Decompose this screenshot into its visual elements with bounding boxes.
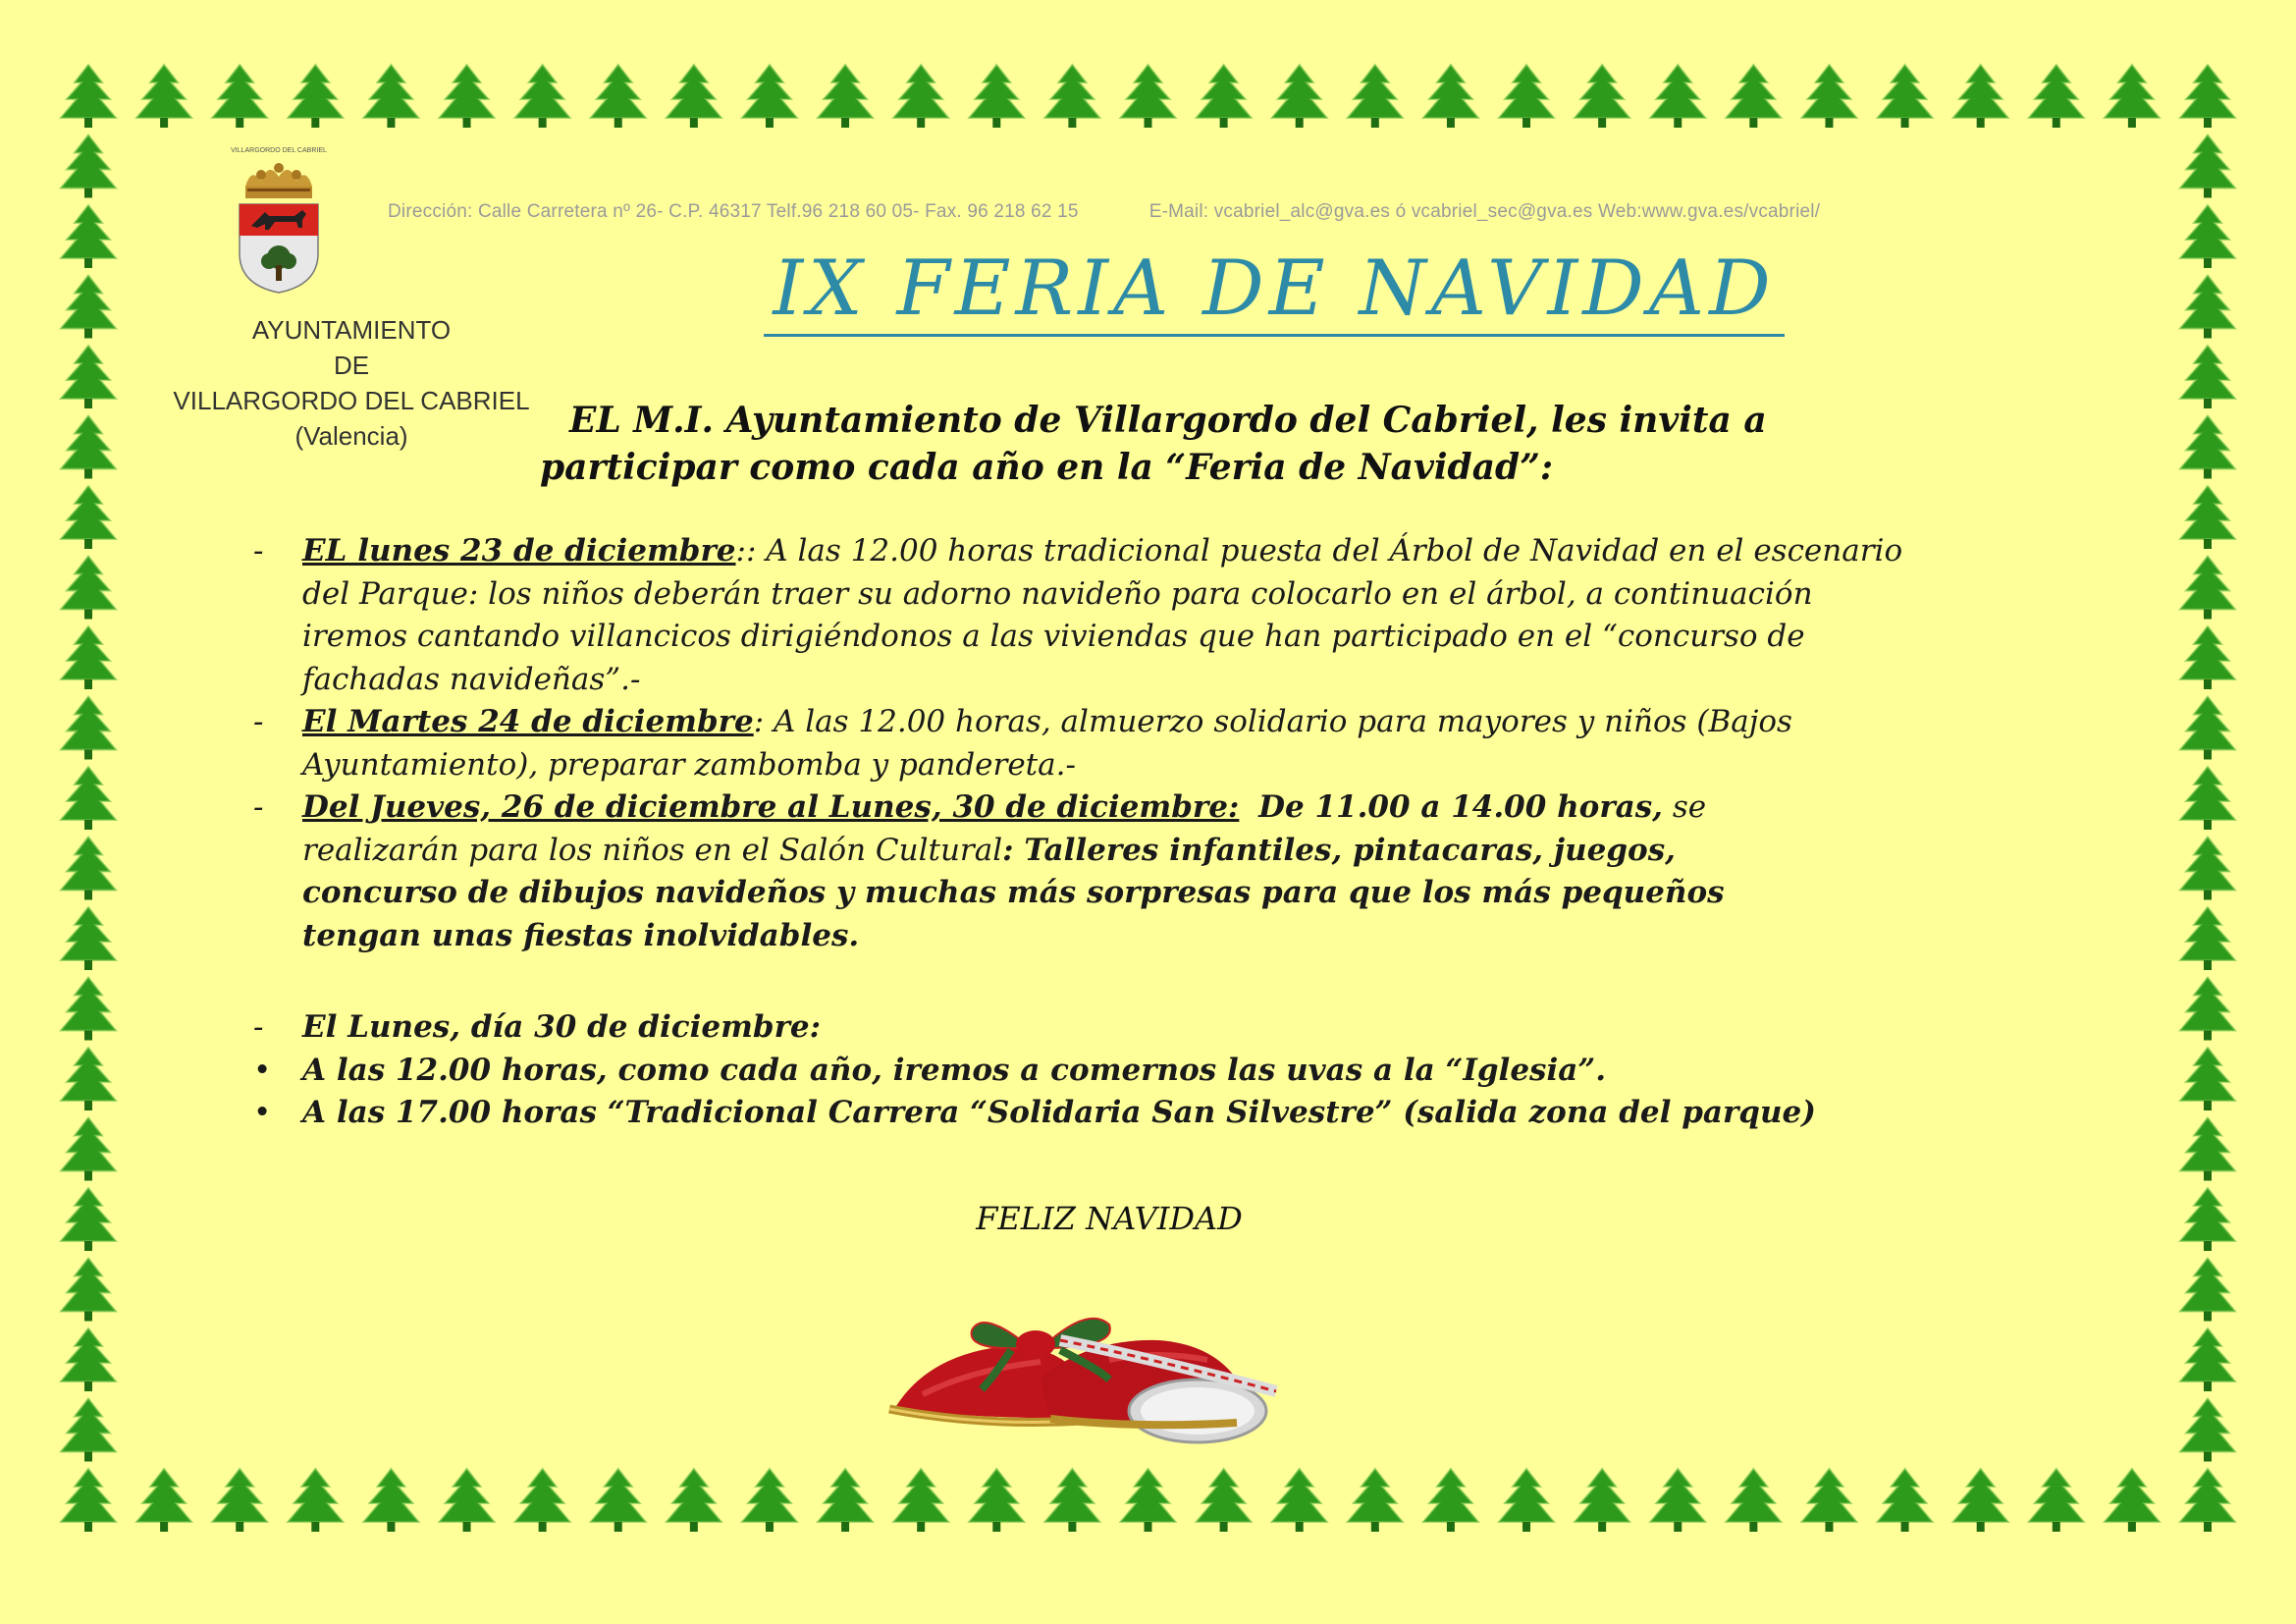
christmas-tree-icon: [2180, 1048, 2235, 1110]
christmas-tree-icon: [2029, 65, 2084, 128]
christmas-tree-icon: [1348, 65, 1403, 128]
event-list: [253, 530, 2118, 1135]
intro-line: EL M.I. Ayuntamiento de Villargordo del Cabriel, les invita a: [569, 400, 1767, 441]
christmas-tree-icon: [61, 557, 116, 620]
coat-of-arms: [218, 147, 340, 295]
christmas-tree-icon: [2180, 838, 2235, 900]
christmas-tree-icon: [1650, 1469, 1705, 1532]
christmas-tree-icon: [440, 65, 495, 128]
christmas-tree-icon: [61, 1048, 116, 1110]
christmas-tree-icon: [1650, 65, 1705, 128]
christmas-tree-icon: [61, 1259, 116, 1322]
christmas-tree-icon: [2180, 65, 2235, 128]
bullet-item: [253, 1092, 2118, 1135]
list-marker: -: [253, 533, 264, 568]
christmas-tree-icon: [363, 65, 418, 128]
christmas-tree-icon: [1575, 65, 1629, 128]
event-heading: EL lunes 23 de diciembre: [302, 533, 736, 568]
christmas-tree-icon: [2180, 1399, 2235, 1462]
event-item: [253, 1006, 2118, 1050]
christmas-tree-icon: [2180, 1188, 2235, 1251]
christmas-tree-icon: [1499, 65, 1554, 128]
christmas-tree-icon: [1726, 65, 1781, 128]
christmas-tree-icon: [61, 838, 116, 900]
christmas-tree-icon: [742, 65, 797, 128]
christmas-tree-icon: [212, 65, 267, 128]
intro-line: participar como cada año en la “Feria de Navidad”:: [540, 447, 1554, 488]
bullet-text: A las 17.00 horas “Tradicional Carrera “Solidaria San Silvestre” (salida zona del parque): [302, 1095, 1816, 1130]
christmas-tree-icon: [1348, 1469, 1403, 1532]
christmas-tree-icon: [2180, 416, 2235, 479]
org-line: VILLARGORDO DEL CABRIEL: [173, 386, 530, 415]
christmas-tree-icon: [515, 65, 570, 128]
event-text: iremos cantando villancicos dirigiéndonos a las viviendas que han participado en el “concurso de: [302, 619, 1805, 654]
christmas-tree-icon: [288, 1469, 343, 1532]
event-time: De 11.00 a 14.00 horas,: [1258, 789, 1663, 825]
event-text: del Parque: los niños deberán traer su adorno navideño para colocarlo en el árbol, a continuación: [302, 575, 1813, 612]
christmas-tree-icon: [1423, 1469, 1478, 1532]
contact-address: Dirección: Calle Carretera nº 26- C.P. 46317 Telf.96 218 60 05- Fax. 96 218 62 15: [388, 201, 1079, 222]
christmas-tree-icon: [2029, 1469, 2084, 1532]
contact-line: [388, 201, 2115, 223]
christmas-tree-icon: [1044, 65, 1099, 128]
christmas-tree-icon: [1272, 1469, 1327, 1532]
christmas-tree-icon: [61, 486, 116, 549]
christmas-tree-icon: [2180, 626, 2235, 689]
christmas-tree-icon: [61, 697, 116, 760]
christmas-tree-icon: [2180, 1259, 2235, 1322]
event-text: Ayuntamiento), preparar zambomba y pandereta.-: [302, 746, 1076, 783]
christmas-tree-icon: [1801, 65, 1856, 128]
christmas-tree-icon: [61, 276, 116, 339]
event-heading: Del Jueves, 26 de diciembre al Lunes, 30 de diciembre:: [302, 789, 1240, 825]
organization-name: [145, 312, 558, 454]
christmas-tree-icon: [969, 1469, 1024, 1532]
christmas-tree-icon: [2180, 1328, 2235, 1391]
christmas-tree-icon: [1499, 1469, 1554, 1532]
christmas-tree-icon: [61, 1188, 116, 1251]
christmas-tree-icon: [1121, 65, 1176, 128]
christmas-tree-icon: [893, 65, 948, 128]
christmas-tree-icon: [2180, 1118, 2235, 1181]
christmas-tree-icon: [61, 1118, 116, 1181]
christmas-tree-icon: [1878, 65, 1933, 128]
event-text: : A las 12.00 horas, almuerzo solidario para mayores y niños (Bajos: [753, 704, 1792, 739]
christmas-tree-icon: [1121, 1469, 1176, 1532]
christmas-tree-icon: [61, 205, 116, 268]
christmas-tree-icon: [1953, 1469, 2008, 1532]
bullet-marker: •: [253, 1052, 272, 1088]
christmas-tree-icon: [136, 1469, 191, 1532]
christmas-tree-icon: [2180, 907, 2235, 970]
christmas-tree-icon: [61, 416, 116, 479]
christmas-tree-icon: [515, 1469, 570, 1532]
christmas-tree-icon: [893, 1469, 948, 1532]
list-marker: -: [253, 789, 264, 825]
christmas-tree-icon: [591, 65, 646, 128]
christmas-tree-icon: [1197, 1469, 1252, 1532]
christmas-tree-icon: [61, 626, 116, 689]
contact-email-web: E-Mail: vcabriel_alc@gva.es ó vcabriel_sec@gva.es Web:www.gva.es/vcabriel/: [1148, 201, 1821, 222]
christmas-tree-icon: [2105, 1469, 2160, 1532]
coat-of-arms-icon: [218, 147, 340, 295]
christmas-tree-icon: [591, 1469, 646, 1532]
christmas-tree-icon: [61, 135, 116, 198]
christmas-tree-icon: [212, 1469, 267, 1532]
christmas-tree-icon: [61, 978, 116, 1041]
christmas-tree-icon: [818, 65, 873, 128]
org-line: AYUNTAMIENTO: [251, 315, 452, 345]
event-text: realizarán para los niños en el Salón Cultural: [302, 832, 1003, 868]
christmas-tree-icon: [2180, 205, 2235, 268]
christmas-tree-icon: [1801, 1469, 1856, 1532]
christmas-tree-icon: [818, 1469, 873, 1532]
event-item: [253, 701, 2118, 786]
org-line: DE: [333, 351, 370, 380]
event-text: :: A las 12.00 horas tradicional puesta del Árbol de Navidad en el escenario: [735, 533, 1903, 568]
christmas-tree-icon: [61, 767, 116, 830]
christmas-tree-icon: [2180, 486, 2235, 549]
christmas-tree-icon: [61, 1399, 116, 1462]
christmas-tree-icon: [61, 65, 116, 128]
christmas-tree-icon: [742, 1469, 797, 1532]
christmas-tree-icon: [1272, 65, 1327, 128]
christmas-tree-icon: [2180, 767, 2235, 830]
christmas-tree-icon: [61, 346, 116, 408]
event-heading: El Lunes, día 30 de diciembre:: [302, 1009, 822, 1045]
event-item: [253, 786, 2118, 957]
event-text: : Talleres infantiles, pintacaras, juegos,: [1002, 832, 1676, 868]
org-line: (Valencia): [294, 421, 408, 451]
christmas-tree-icon: [2180, 346, 2235, 408]
bullet-text: A las 12.00 horas, como cada año, iremos a comernos las uvas a la “Iglesia”.: [302, 1052, 1606, 1088]
christmas-tree-icon: [667, 65, 721, 128]
event-item: [253, 530, 2118, 701]
list-marker: -: [253, 1009, 264, 1045]
christmas-tree-icon: [1953, 65, 2008, 128]
christmas-tree-icon: [1197, 65, 1252, 128]
event-text: fachadas navideñas”.-: [302, 661, 641, 697]
closing-greeting: FELIZ NAVIDAD: [976, 1200, 1243, 1237]
event-text: concurso de dibujos navideños y muchas más sorpresas para que los más pequeños: [302, 875, 1725, 910]
event-text: se: [1662, 789, 1707, 825]
event-text: tengan unas fiestas inolvidables.: [302, 917, 860, 953]
christmas-bells-icon: [864, 1301, 1315, 1448]
christmas-tree-icon: [61, 1328, 116, 1391]
christmas-tree-icon: [61, 1469, 116, 1532]
bullet-marker: •: [253, 1095, 272, 1130]
christmas-tree-icon: [440, 1469, 495, 1532]
page-title: IX FERIA DE NAVIDAD: [764, 244, 1785, 337]
bullet-item: [253, 1050, 2118, 1093]
christmas-tree-icon: [136, 65, 191, 128]
christmas-tree-icon: [288, 65, 343, 128]
christmas-tree-icon: [2180, 1469, 2235, 1532]
christmas-tree-icon: [2180, 276, 2235, 339]
christmas-tree-icon: [1423, 65, 1478, 128]
christmas-tree-icon: [1878, 1469, 1933, 1532]
list-marker: -: [253, 704, 264, 739]
christmas-tree-icon: [2180, 557, 2235, 620]
invitation-intro: [540, 397, 1934, 491]
christmas-tree-icon: [667, 1469, 721, 1532]
christmas-tree-icon: [1575, 1469, 1629, 1532]
christmas-tree-icon: [2180, 978, 2235, 1041]
event-heading: El Martes 24 de diciembre: [302, 704, 754, 739]
christmas-tree-icon: [2180, 135, 2235, 198]
crest-caption: VILLARGORDO DEL CABRIEL: [231, 147, 327, 154]
christmas-tree-icon: [2105, 65, 2160, 128]
christmas-tree-icon: [1044, 1469, 1099, 1532]
christmas-tree-icon: [61, 907, 116, 970]
christmas-tree-icon: [969, 65, 1024, 128]
christmas-tree-icon: [1726, 1469, 1781, 1532]
christmas-tree-icon: [2180, 697, 2235, 760]
christmas-tree-icon: [363, 1469, 418, 1532]
